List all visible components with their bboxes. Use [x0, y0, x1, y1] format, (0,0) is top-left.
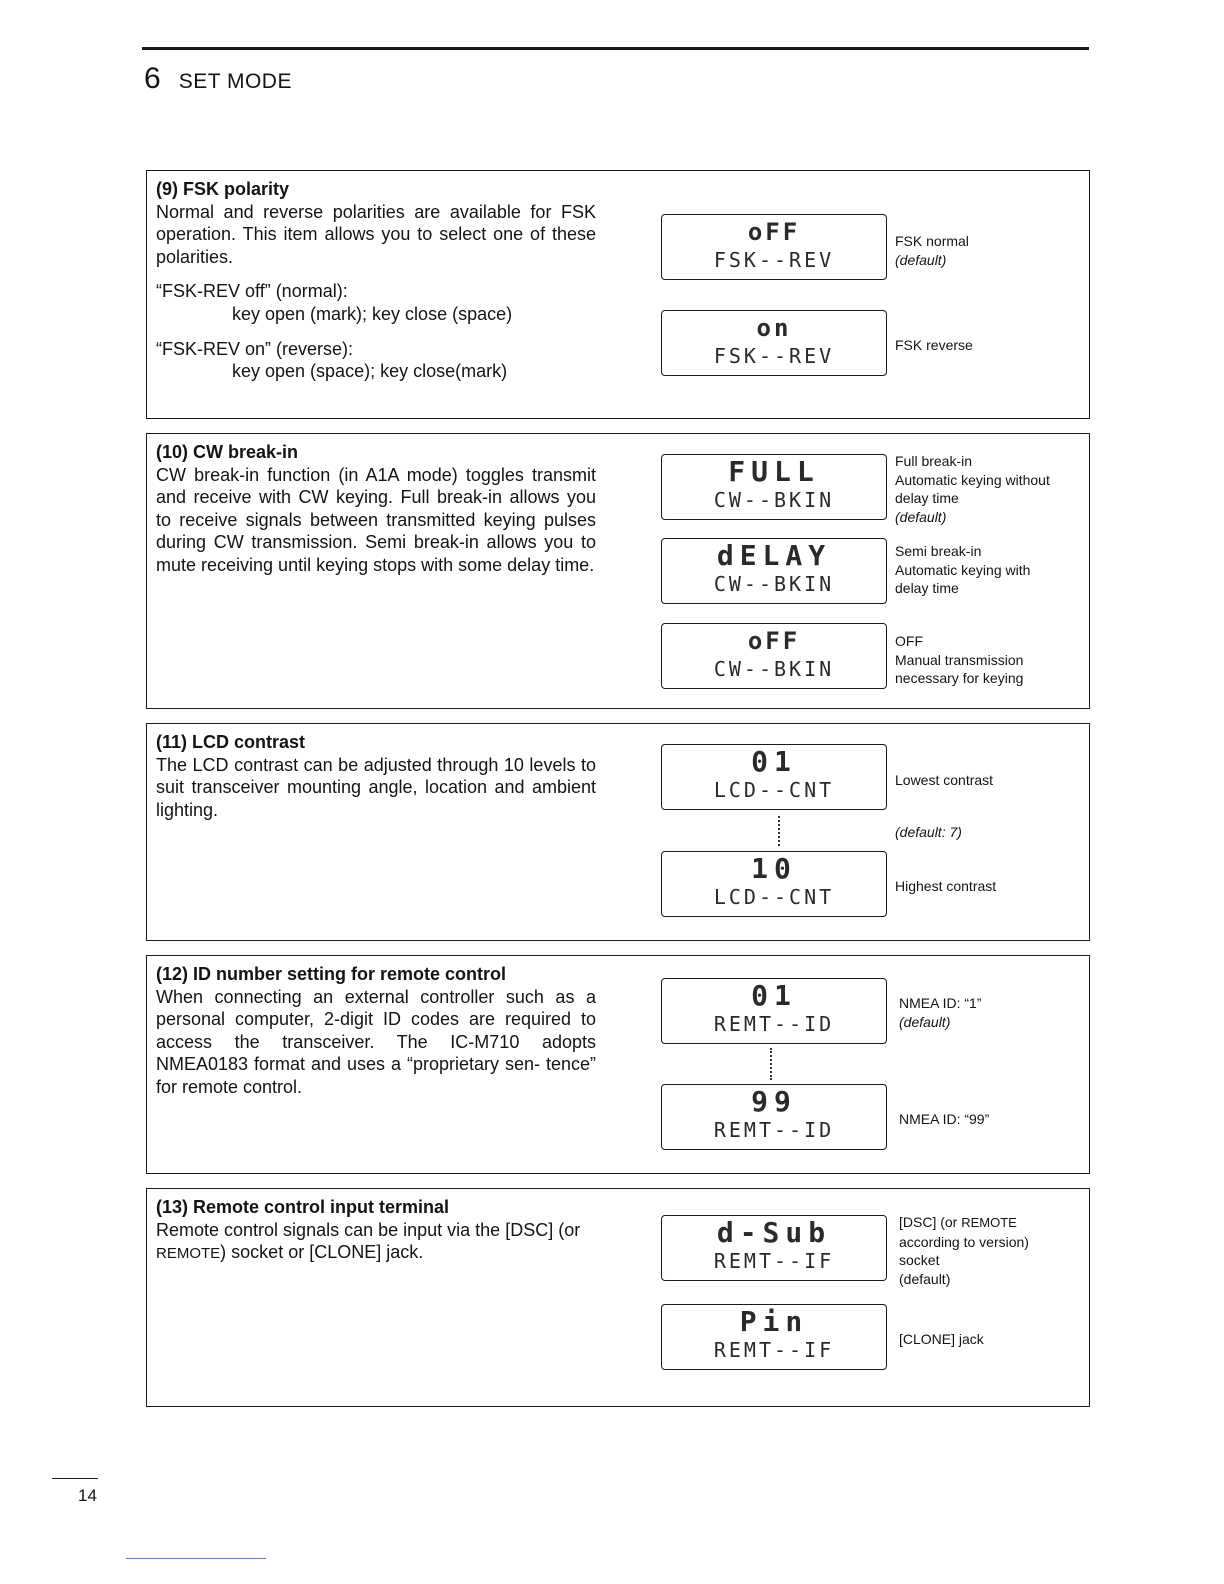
- lcd-display: [661, 744, 887, 810]
- lcd-display: [661, 1215, 887, 1281]
- lcd-display: [661, 1084, 887, 1150]
- dotted-connector: [778, 816, 780, 846]
- lcd-value: d-Sub: [716, 1216, 832, 1249]
- note-normal: [156, 280, 596, 325]
- display-description: [895, 542, 1081, 598]
- display-description: [899, 1330, 1085, 1349]
- lcd-item: REMT--ID: [713, 1012, 835, 1036]
- section-body: When connecting an external controller such as a personal computer, 2-digit ID codes are required to access the transceiver. The IC-M710 adopts NMEA0183 format and uses a “proprietary sen- tence” for remote control.: [156, 986, 596, 1097]
- chapter-title: SET MODE: [178, 70, 292, 93]
- display-description: [899, 994, 1085, 1031]
- description-line: delay time: [895, 490, 959, 507]
- page-number: 14: [78, 1486, 97, 1505]
- lcd-display: [661, 454, 887, 520]
- default-note: [895, 823, 1081, 842]
- lcd-value: 99: [751, 1085, 797, 1118]
- display-description: [895, 232, 1081, 269]
- section-title: (12) ID number setting for remote control: [156, 964, 507, 984]
- description-line: Automatic keying without: [895, 471, 1050, 488]
- lcd-display: [661, 978, 887, 1044]
- lcd-item: REMT--ID: [713, 1118, 835, 1142]
- lcd-value: oFF: [747, 627, 801, 655]
- description-line: (default): [899, 1270, 951, 1287]
- description-line: FSK reverse: [895, 337, 973, 353]
- header-rule: [142, 47, 1089, 50]
- footer-rule: [52, 1478, 98, 1479]
- section-title: (13) Remote control input terminal: [156, 1197, 450, 1217]
- description-line: Semi break-in: [895, 543, 982, 559]
- section-text: [156, 963, 596, 1099]
- description-line: Highest contrast: [895, 878, 997, 894]
- lcd-item: CW--BKIN: [713, 657, 835, 681]
- section-text: [156, 178, 596, 383]
- description-default: (default): [899, 1013, 951, 1030]
- description-default: (default): [895, 251, 947, 268]
- description-line: Automatic keying with: [895, 561, 1031, 578]
- section-remote-id: [146, 955, 1090, 1174]
- display-description: [895, 632, 1081, 688]
- description-line: delay time: [895, 580, 959, 597]
- description-line: Full break-in: [895, 453, 973, 469]
- section-text: [156, 441, 596, 577]
- section-title: (11) LCD contrast: [156, 732, 306, 752]
- display-description: [899, 1213, 1085, 1288]
- description-line: [CLONE] jack: [899, 1331, 984, 1347]
- display-description: [899, 1110, 1085, 1129]
- section-remote-input: [146, 1188, 1090, 1407]
- note-detail: key open (mark); key close (space): [232, 303, 513, 324]
- lcd-display: [661, 1304, 887, 1370]
- description-default: (default): [895, 508, 947, 525]
- lcd-item: CW--BKIN: [713, 488, 835, 512]
- lcd-value: dELAY: [716, 539, 832, 572]
- section-text: [156, 731, 596, 821]
- section-body: CW break-in function (in A1A mode) toggles transmit and receive with CW keying. Full break-in allows you to receive signals between transmitted keying pulses during CW transmission. Semi break-in allows you to mute receiving until keying stops with some delay time.: [156, 464, 596, 575]
- display-description: [895, 771, 1081, 790]
- display-description: [895, 877, 1081, 896]
- lcd-value: 10: [751, 852, 797, 885]
- description-line: FSK normal: [895, 233, 969, 249]
- dotted-connector: [770, 1048, 772, 1080]
- lcd-value: oFF: [747, 218, 801, 246]
- lcd-item: FSK--REV: [713, 248, 835, 272]
- section-body: Normal and reverse polarities are available for FSK operation. This item allows you to select one of these polarities.: [156, 201, 596, 267]
- description-line: according to version): [899, 1233, 1029, 1250]
- description-line: [DSC] (or REMOTE: [899, 1214, 1017, 1230]
- lcd-value: 01: [751, 979, 797, 1012]
- section-title: (9) FSK polarity: [156, 179, 290, 199]
- chapter-heading: [144, 62, 292, 96]
- note-label: “FSK-REV off” (normal):: [156, 281, 348, 302]
- lcd-display: [661, 310, 887, 376]
- lcd-display: [661, 538, 887, 604]
- footer-link-rule: [126, 1558, 266, 1559]
- lcd-item: FSK--REV: [713, 344, 835, 368]
- description-line: Manual transmission: [895, 651, 1024, 668]
- lcd-item: LCD--CNT: [713, 778, 835, 802]
- chapter-number: 6: [144, 62, 161, 95]
- section-fsk-polarity: [146, 170, 1090, 419]
- section-lcd-contrast: [146, 723, 1090, 941]
- section-body: The LCD contrast can be adjusted through 10 levels to suit transceiver mounting angle, location and ambient lighting.: [156, 754, 596, 820]
- lcd-display: [661, 214, 887, 280]
- note-label: “FSK-REV on” (reverse):: [156, 338, 354, 359]
- lcd-value: on: [756, 314, 792, 342]
- description-line: socket: [899, 1252, 940, 1269]
- description-line: necessary for keying: [895, 670, 1024, 687]
- lcd-value: 01: [751, 745, 797, 778]
- section-body: Remote control signals can be input via the [DSC] (or REMOTE) socket or [CLONE] jack.: [156, 1219, 581, 1263]
- description-default: (default: 7): [895, 824, 962, 840]
- lcd-value: FULL: [728, 455, 820, 488]
- description-line: Lowest contrast: [895, 772, 994, 788]
- lcd-item: CW--BKIN: [713, 572, 835, 596]
- lcd-item: LCD--CNT: [713, 885, 835, 909]
- lcd-item: REMT--IF: [713, 1249, 835, 1273]
- section-title: (10) CW break-in: [156, 442, 299, 462]
- description-line: OFF: [895, 633, 923, 649]
- lcd-display: [661, 623, 887, 689]
- section-text: [156, 1196, 596, 1266]
- section-cw-break-in: [146, 433, 1090, 709]
- description-line: NMEA ID: “99”: [899, 1111, 990, 1127]
- display-description: [895, 452, 1081, 526]
- lcd-display: [661, 851, 887, 917]
- note-reverse: [156, 338, 596, 383]
- lcd-item: REMT--IF: [713, 1338, 835, 1362]
- note-detail: key open (space); key close(mark): [232, 361, 508, 382]
- display-description: [895, 336, 1081, 355]
- description-line: NMEA ID: “1”: [899, 995, 982, 1011]
- lcd-value: Pin: [739, 1305, 809, 1338]
